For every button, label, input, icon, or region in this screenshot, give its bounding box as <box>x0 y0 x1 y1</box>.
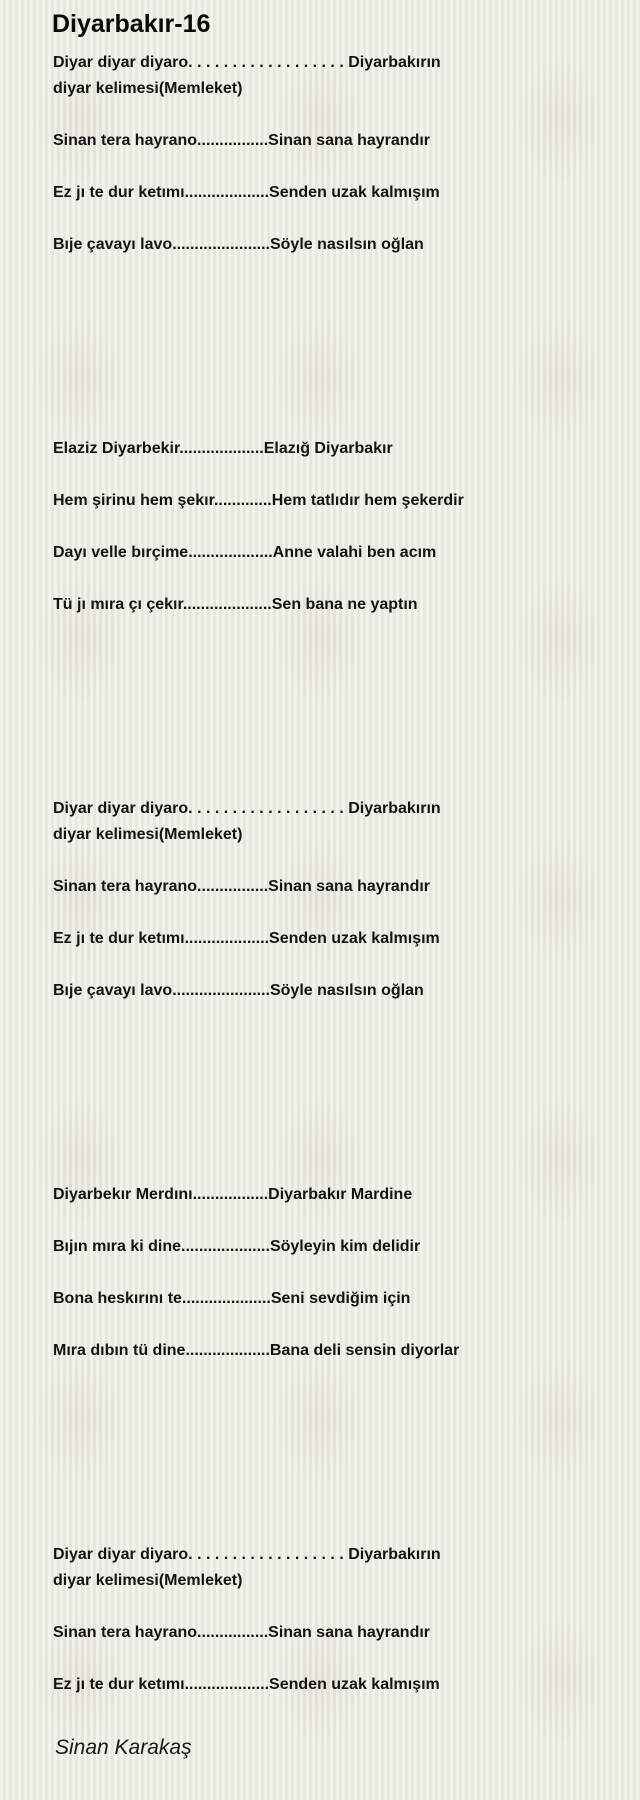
poem-line: Diyar diyar diyaro. . . . . . . . . . . . . . . . . . Diyarbakırın <box>53 1546 441 1563</box>
poem-line: Tü jı mıra çı çekır....................Sen bana ne yaptın <box>53 596 418 613</box>
poem-author: Sinan Karakaş <box>55 1736 192 1759</box>
poem-line: Dayı velle bırçime...................Anne valahi ben acım <box>53 544 437 561</box>
poem-line: Bıje çavayı lavo......................Söyle nasılsın oğlan <box>53 982 424 999</box>
poem-line: Bona heskırını te....................Seni sevdiğim için <box>53 1290 411 1307</box>
poem-line: Ez jı te dur ketımı...................Senden uzak kalmışım <box>53 930 440 947</box>
poem-line: diyar kelimesi(Memleket) <box>53 80 243 97</box>
poem-line: Ez jı te dur ketımı...................Senden uzak kalmışım <box>53 184 440 201</box>
poem-line: Hem şirinu hem şekır.............Hem tatlıdır hem şekerdir <box>53 492 464 509</box>
poem-line: Sinan tera hayrano................Sinan sana hayrandır <box>53 132 431 149</box>
poem-line: diyar kelimesi(Memleket) <box>53 1572 243 1589</box>
poem-line: Diyar diyar diyaro. . . . . . . . . . . . . . . . . . Diyarbakırın <box>53 54 441 71</box>
poem-line: Bıjın mıra ki dine....................Söyleyin kim delidir <box>53 1238 421 1255</box>
poem-line: Sinan tera hayrano................Sinan sana hayrandır <box>53 878 431 895</box>
poem-line: Diyarbekır Merdını.................Diyarbakır Mardine <box>53 1186 413 1203</box>
poem-line: Bıje çavayı lavo......................Söyle nasılsın oğlan <box>53 236 424 253</box>
poem-line: Diyar diyar diyaro. . . . . . . . . . . . . . . . . . Diyarbakırın <box>53 800 441 817</box>
poem-line: diyar kelimesi(Memleket) <box>53 826 243 843</box>
poem-title: Diyarbakır-16 <box>52 10 211 38</box>
poem-line: Mıra dıbın tü dine...................Bana deli sensin diyorlar <box>53 1342 460 1359</box>
poem-line: Sinan tera hayrano................Sinan sana hayrandır <box>53 1624 431 1641</box>
poem-line: Ez jı te dur ketımı...................Senden uzak kalmışım <box>53 1676 440 1693</box>
poem-line: Elaziz Diyarbekir...................Elazığ Diyarbakır <box>53 440 393 457</box>
